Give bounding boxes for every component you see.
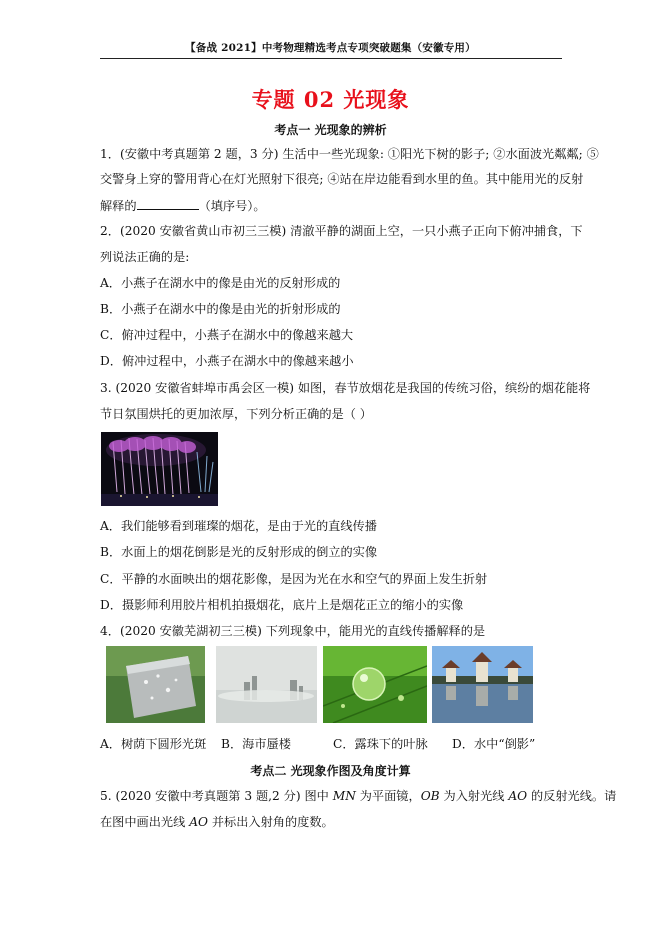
page-header: 【备战 2021】中考物理精选考点专项突破题集（安徽专用） — [185, 42, 476, 54]
q5-line-1 — [100, 788, 617, 804]
q1-line-3-suffix: （填序号）。 — [198, 199, 266, 213]
q5-line-2 — [100, 814, 570, 830]
q5-text-2: 为平面镜， — [355, 789, 421, 803]
tree-shadow-photo — [106, 646, 205, 723]
q5-text-4: 的反射光线。请 — [527, 789, 617, 803]
q2-line-2: 列说法正确的是: — [100, 250, 190, 264]
q5-var-ao-2: AO — [189, 815, 208, 829]
dewdrop-photo — [323, 646, 427, 723]
q5-text-6: 并标出入射角的度数。 — [207, 815, 334, 829]
q5-var-ob: OB — [420, 789, 440, 803]
q5-var-mn: MN — [332, 789, 356, 803]
q3-option-b: B．水面上的烟花倒影是光的反射形成的倒立的实像 — [100, 545, 378, 559]
header-rule — [100, 58, 562, 59]
q1-line-1: 1．(安徽中考真题第 2 题，3 分) 生活中一些光现象: ①阳光下树的影子; ②水面波光粼粼; ⑤ — [100, 147, 599, 161]
q3-option-a: A．我们能够看到璀璨的烟花，是由于光的直线传播 — [100, 519, 377, 533]
q2-option-b: B．小燕子在湖水中的像是由光的折射形成的 — [100, 302, 341, 316]
q3-option-d: D．摄影师利用胶片相机拍摄烟花，底片上是烟花正立的缩小的实像 — [100, 598, 464, 612]
q2-option-c: C．俯冲过程中，小燕子在湖水中的像越来越大 — [100, 328, 354, 342]
q4-option-c: C．露珠下的叶脉 — [333, 737, 428, 751]
q5-text-1: 5. (2020 安徽中考真题第 3 题,2 分) 图中 — [100, 789, 333, 803]
section-heading-2: 考点二 光现象作图及角度计算 — [250, 764, 411, 778]
fireworks-photo — [101, 432, 218, 506]
q3-line-2: 节日氛围烘托的更加浓厚，下列分析正确的是（ ） — [100, 407, 372, 421]
q3-line-1: 3. (2020 安徽省蚌埠市禹会区一模) 如图，春节放烟花是我国的传统习俗，缤纷的烟花能将 — [100, 381, 591, 395]
reflection-photo — [432, 646, 533, 723]
q2-line-1: 2．(2020 安徽省黄山市初三三模) 清澈平静的湖面上空，一只小燕子正向下俯冲捕食，下 — [100, 224, 583, 238]
page-title: 专题 02 光现象 — [251, 87, 410, 112]
q3-option-c: C．平静的水面映出的烟花影像，是因为光在水和空气的界面上发生折射 — [100, 572, 488, 586]
q2-option-d: D．俯冲过程中，小燕子在湖水中的像越来越小 — [100, 354, 354, 368]
q4-option-a: A．树荫下圆形光斑 — [100, 737, 207, 751]
answer-blank[interactable] — [137, 197, 199, 210]
q5-var-ao: AO — [508, 789, 528, 803]
q4-line-1: 4．(2020 安徽芜湖初三三模) 下列现象中，能用光的直线传播解释的是 — [100, 624, 486, 638]
q1-line-3 — [100, 197, 570, 214]
q5-text-5: 在图中画出光线 — [100, 815, 190, 829]
section-heading-1: 考点一 光现象的辨析 — [274, 123, 387, 137]
q1-line-2: 交警身上穿的警用背心在灯光照射下很亮; ④站在岸边能看到水里的鱼。其中能用光的反射 — [100, 172, 584, 186]
mirage-photo — [216, 646, 317, 723]
q4-option-d: D．水中“倒影” — [452, 737, 536, 751]
q1-line-3-prefix: 解释的 — [100, 199, 137, 213]
q2-option-a: A．小燕子在湖水中的像是由光的反射形成的 — [100, 276, 341, 290]
q5-text-3: 为入射光线 — [439, 789, 509, 803]
q4-option-b: B．海市蜃楼 — [221, 737, 291, 751]
